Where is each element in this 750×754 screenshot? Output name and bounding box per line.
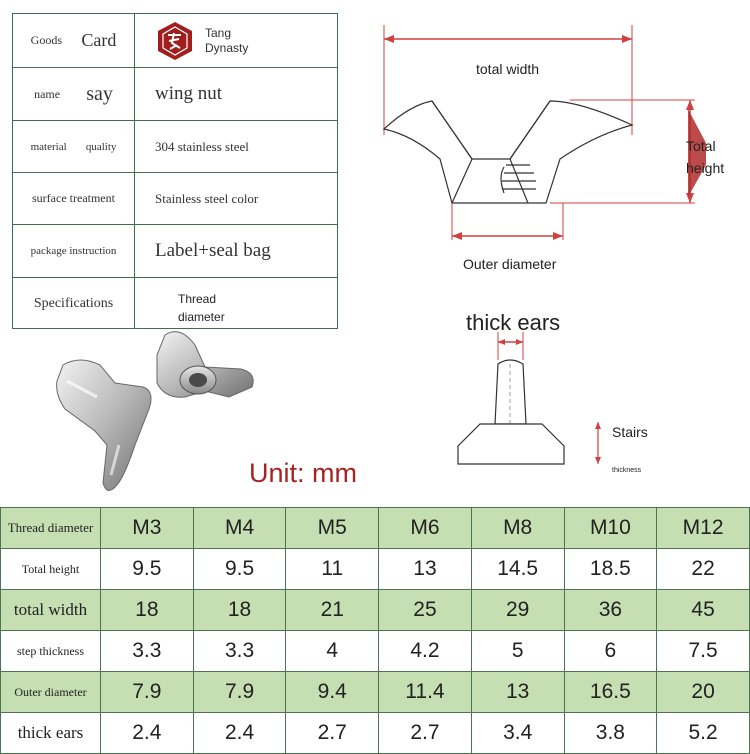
- label-outer-diameter: Outer diameter: [463, 256, 557, 272]
- spec-cell: 9.4: [286, 672, 379, 713]
- info-label-package: package instruction: [30, 245, 117, 257]
- brand-logo: [155, 21, 248, 61]
- info-row-material: [13, 120, 337, 172]
- spec-cell: 3.4: [471, 713, 564, 754]
- product-info-table: [12, 13, 338, 329]
- spec-cell: 7.5: [657, 631, 750, 672]
- spec-cell: 4.2: [379, 631, 472, 672]
- info-row-goods: [13, 14, 337, 67]
- spec-cell: 11: [286, 549, 379, 590]
- spec-cell: M5: [286, 508, 379, 549]
- info-label-say: say: [86, 82, 113, 105]
- spec-cell: 18: [101, 590, 194, 631]
- spec-row: [1, 508, 750, 549]
- spec-cell: 3.3: [193, 631, 286, 672]
- spec-cell: 14.5: [471, 549, 564, 590]
- spec-cell: 16.5: [564, 672, 657, 713]
- spec-row-label: step thickness: [1, 631, 101, 672]
- spec-cell: M12: [657, 508, 750, 549]
- spec-cell: M10: [564, 508, 657, 549]
- spec-cell: M8: [471, 508, 564, 549]
- info-value-name: wing nut: [155, 83, 223, 104]
- spec-cell: 9.5: [101, 549, 194, 590]
- info-label-surface: surface treatment: [32, 191, 115, 205]
- spec-cell: M6: [379, 508, 472, 549]
- info-value-material: 304 stainless steel: [155, 138, 249, 154]
- label-total-width: total width: [476, 61, 540, 77]
- spec-cell: 5: [471, 631, 564, 672]
- info-value-package: Label+seal bag: [155, 240, 271, 261]
- info-value-surface: Stainless steel color: [155, 190, 259, 206]
- spec-cell: 20: [657, 672, 750, 713]
- top-view-diagram: [370, 25, 710, 240]
- spec-row-label: Outer diameter: [1, 672, 101, 713]
- spec-cell: 4: [286, 631, 379, 672]
- spec-cell: 25: [379, 590, 472, 631]
- info-row-specifications: [13, 277, 337, 329]
- spec-cell: 2.7: [286, 713, 379, 754]
- info-label-goods: Goods: [30, 33, 62, 47]
- info-label-specifications: Specifications: [33, 295, 114, 311]
- spec-cell: 13: [471, 672, 564, 713]
- unit-label: Unit: mm: [249, 458, 357, 488]
- info-row-package: [13, 224, 337, 277]
- info-value-specifications: [135, 278, 337, 329]
- spec-cell: 13: [379, 549, 472, 590]
- brand-seal-icon: [155, 21, 195, 61]
- spec-row: [1, 713, 750, 754]
- spec-cell: M3: [101, 508, 194, 549]
- spec-row: [1, 631, 750, 672]
- spec-table: [0, 507, 750, 754]
- wing-nut-photo: [45, 325, 260, 500]
- info-label-material: material: [30, 140, 67, 153]
- label-stairs: Stairs: [612, 424, 648, 440]
- spec-cell: 29: [471, 590, 564, 631]
- spec-row-label: Thread diameter: [1, 508, 101, 549]
- info-label-quality: quality: [85, 140, 117, 153]
- spec-cell: 18: [193, 590, 286, 631]
- label-thick-ears: thick ears: [466, 310, 561, 335]
- label-total-height-line1: Total: [686, 138, 716, 154]
- photo-caption-line2: diameter: [178, 310, 225, 324]
- spec-cell: 22: [657, 549, 750, 590]
- spec-cell: 3.3: [101, 631, 194, 672]
- brand-name-line1: Tang: [205, 25, 232, 40]
- spec-cell: 3.8: [564, 713, 657, 754]
- spec-row: [1, 672, 750, 713]
- spec-cell: 2.4: [193, 713, 286, 754]
- spec-cell: 7.9: [193, 672, 286, 713]
- info-row-surface: [13, 172, 337, 224]
- spec-cell: 9.5: [193, 549, 286, 590]
- spec-cell: 7.9: [101, 672, 194, 713]
- spec-cell: 11.4: [379, 672, 472, 713]
- spec-cell: 21: [286, 590, 379, 631]
- spec-cell: 2.4: [101, 713, 194, 754]
- spec-row-label: thick ears: [1, 713, 101, 754]
- label-thickness: thickness: [612, 467, 642, 474]
- label-total-height-line2: height: [686, 160, 725, 176]
- brand-name-line2: Dynasty: [205, 40, 249, 55]
- spec-cell: M4: [193, 508, 286, 549]
- spec-cell: 2.7: [379, 713, 472, 754]
- spec-cell: 45: [657, 590, 750, 631]
- info-label-name: name: [34, 86, 61, 101]
- spec-cell: 6: [564, 631, 657, 672]
- spec-cell: 5.2: [657, 713, 750, 754]
- spec-row-label: total width: [1, 590, 101, 631]
- spec-row: [1, 590, 750, 631]
- spec-cell: 18.5: [564, 549, 657, 590]
- spec-row-label: Total height: [1, 549, 101, 590]
- info-row-name: [13, 67, 337, 120]
- spec-cell: 36: [564, 590, 657, 631]
- info-label-card: Card: [81, 30, 117, 50]
- spec-row: [1, 549, 750, 590]
- side-view-diagram: [450, 330, 650, 470]
- photo-caption-line1: Thread: [178, 292, 217, 306]
